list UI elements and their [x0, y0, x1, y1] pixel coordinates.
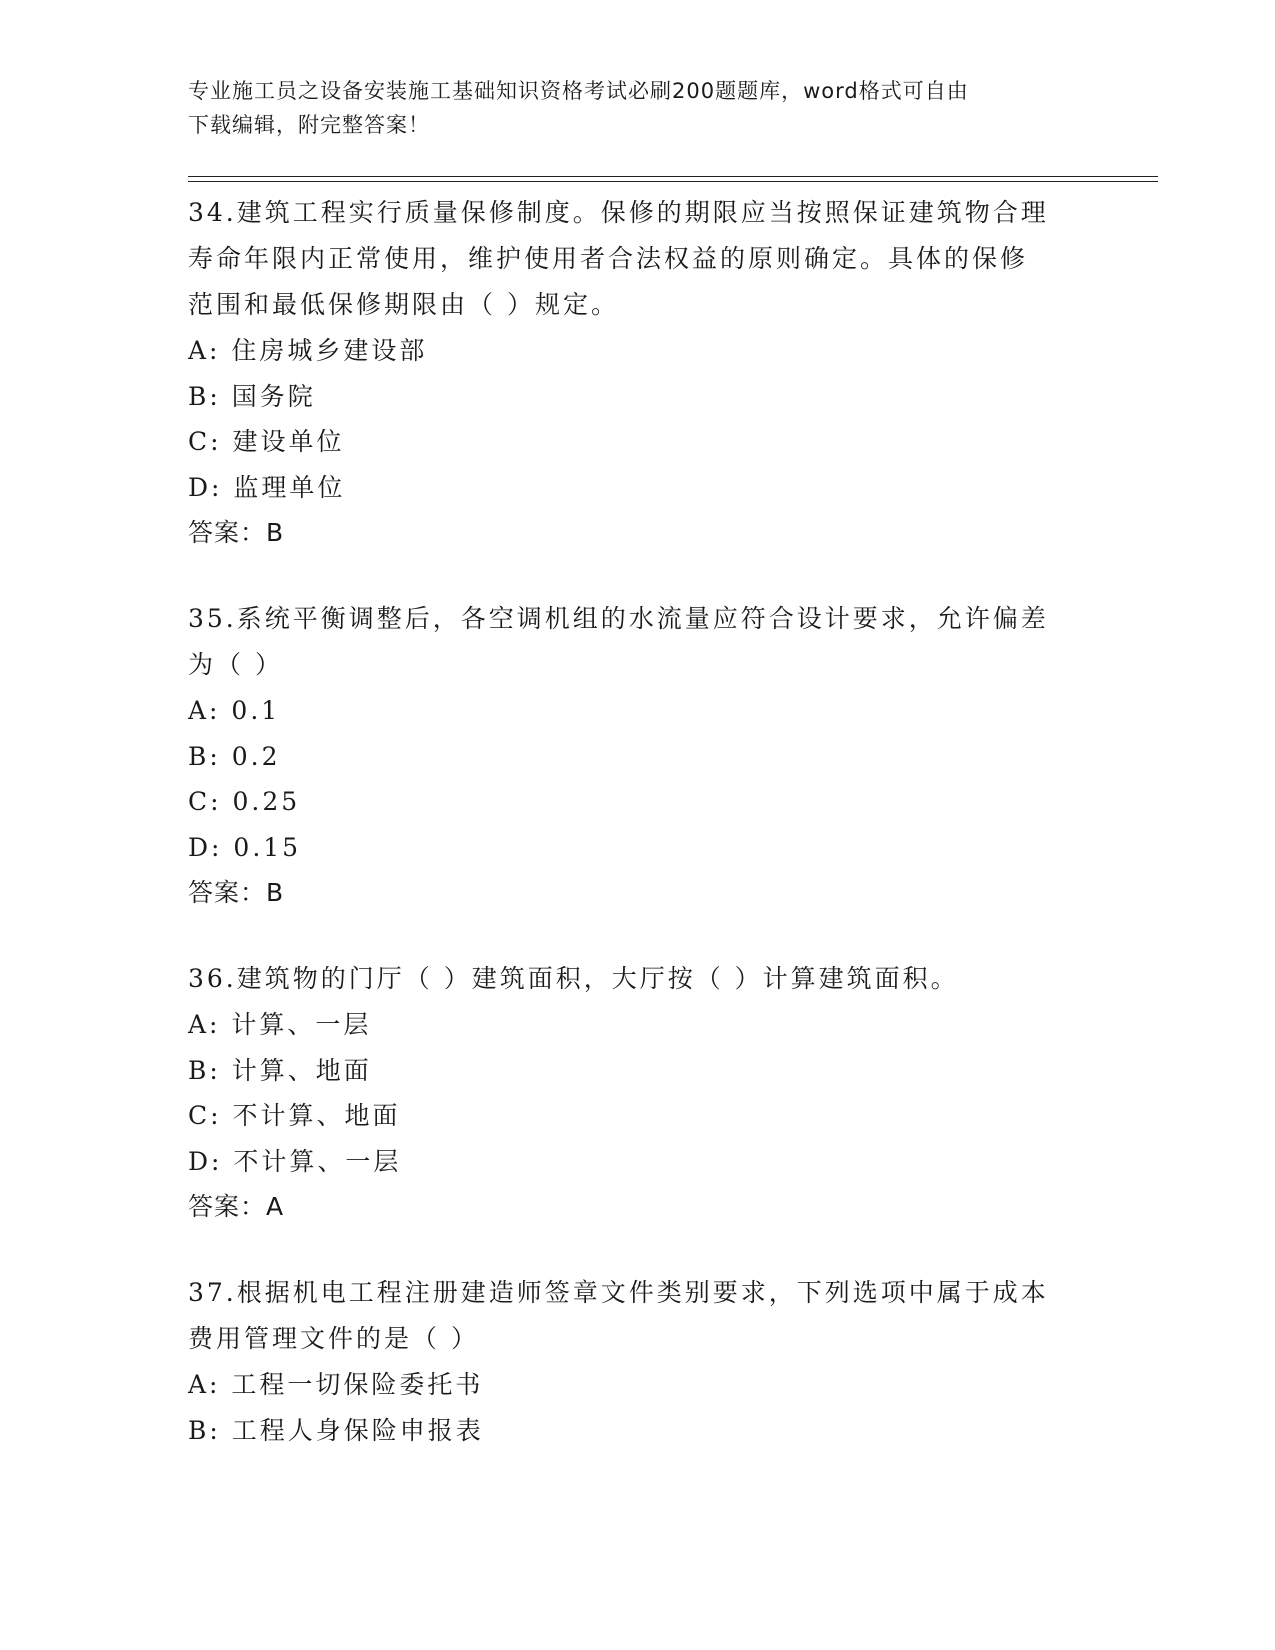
option-a: A: 0.1: [188, 696, 281, 725]
question-stem-line: 35.系统平衡调整后，各空调机组的水流量应符合设计要求，允许偏差: [188, 604, 1049, 633]
question-stem-line: 费用管理文件的是（ ）: [188, 1324, 479, 1353]
option-d: D: 不计算、一层: [188, 1146, 402, 1176]
question-stem-line: 范围和最低保修期限由（ ）规定。: [188, 290, 619, 319]
question-stem-line: 为（ ）: [188, 650, 283, 679]
question-37: [188, 1270, 1088, 1453]
option-d: D: 监理单位: [188, 472, 346, 502]
question-stem-line: 34.建筑工程实行质量保修制度。保修的期限应当按照保证建筑物合理: [188, 198, 1049, 227]
option-a: A: 住房城乡建设部: [188, 336, 428, 365]
option-a: A: 计算、一层: [188, 1010, 372, 1039]
question-stem-line: 36.建筑物的门厅（ ）建筑面积，大厅按（ ）计算建筑面积。: [188, 964, 959, 993]
option-b: B: 0.2: [188, 741, 281, 771]
question-stem-line: 37.根据机电工程注册建造师签章文件类别要求，下列选项中属于成本: [188, 1278, 1049, 1307]
option-b: B: 国务院: [188, 381, 316, 411]
question-stem-line: 寿命年限内正常使用，维护使用者合法权益的原则确定。具体的保修: [188, 244, 1029, 273]
header-divider-bottom: [188, 181, 1158, 182]
document-header: [188, 74, 1088, 142]
answer-line: 答案：A: [188, 1192, 285, 1221]
header-divider-top: [188, 176, 1158, 177]
option-c: C: 建设单位: [188, 427, 345, 456]
option-b: B: 工程人身保险申报表: [188, 1415, 484, 1445]
question-list: [188, 190, 1088, 1493]
option-d: D: 0.15: [188, 832, 302, 862]
option-a: A: 工程一切保险委托书: [188, 1370, 484, 1399]
header-line-1: 专业施工员之设备安装施工基础知识资格考试必刷200题题库，word格式可自由: [188, 79, 969, 103]
question-35: [188, 596, 1088, 916]
question-34: [188, 190, 1088, 556]
option-c: C: 0.25: [188, 787, 301, 816]
header-line-2: 下载编辑，附完整答案！: [188, 113, 430, 137]
answer-line: 答案：B: [188, 878, 285, 907]
option-b: B: 计算、地面: [188, 1055, 372, 1085]
option-c: C: 不计算、地面: [188, 1101, 401, 1130]
question-36: [188, 956, 1088, 1230]
answer-line: 答案：B: [188, 518, 285, 547]
